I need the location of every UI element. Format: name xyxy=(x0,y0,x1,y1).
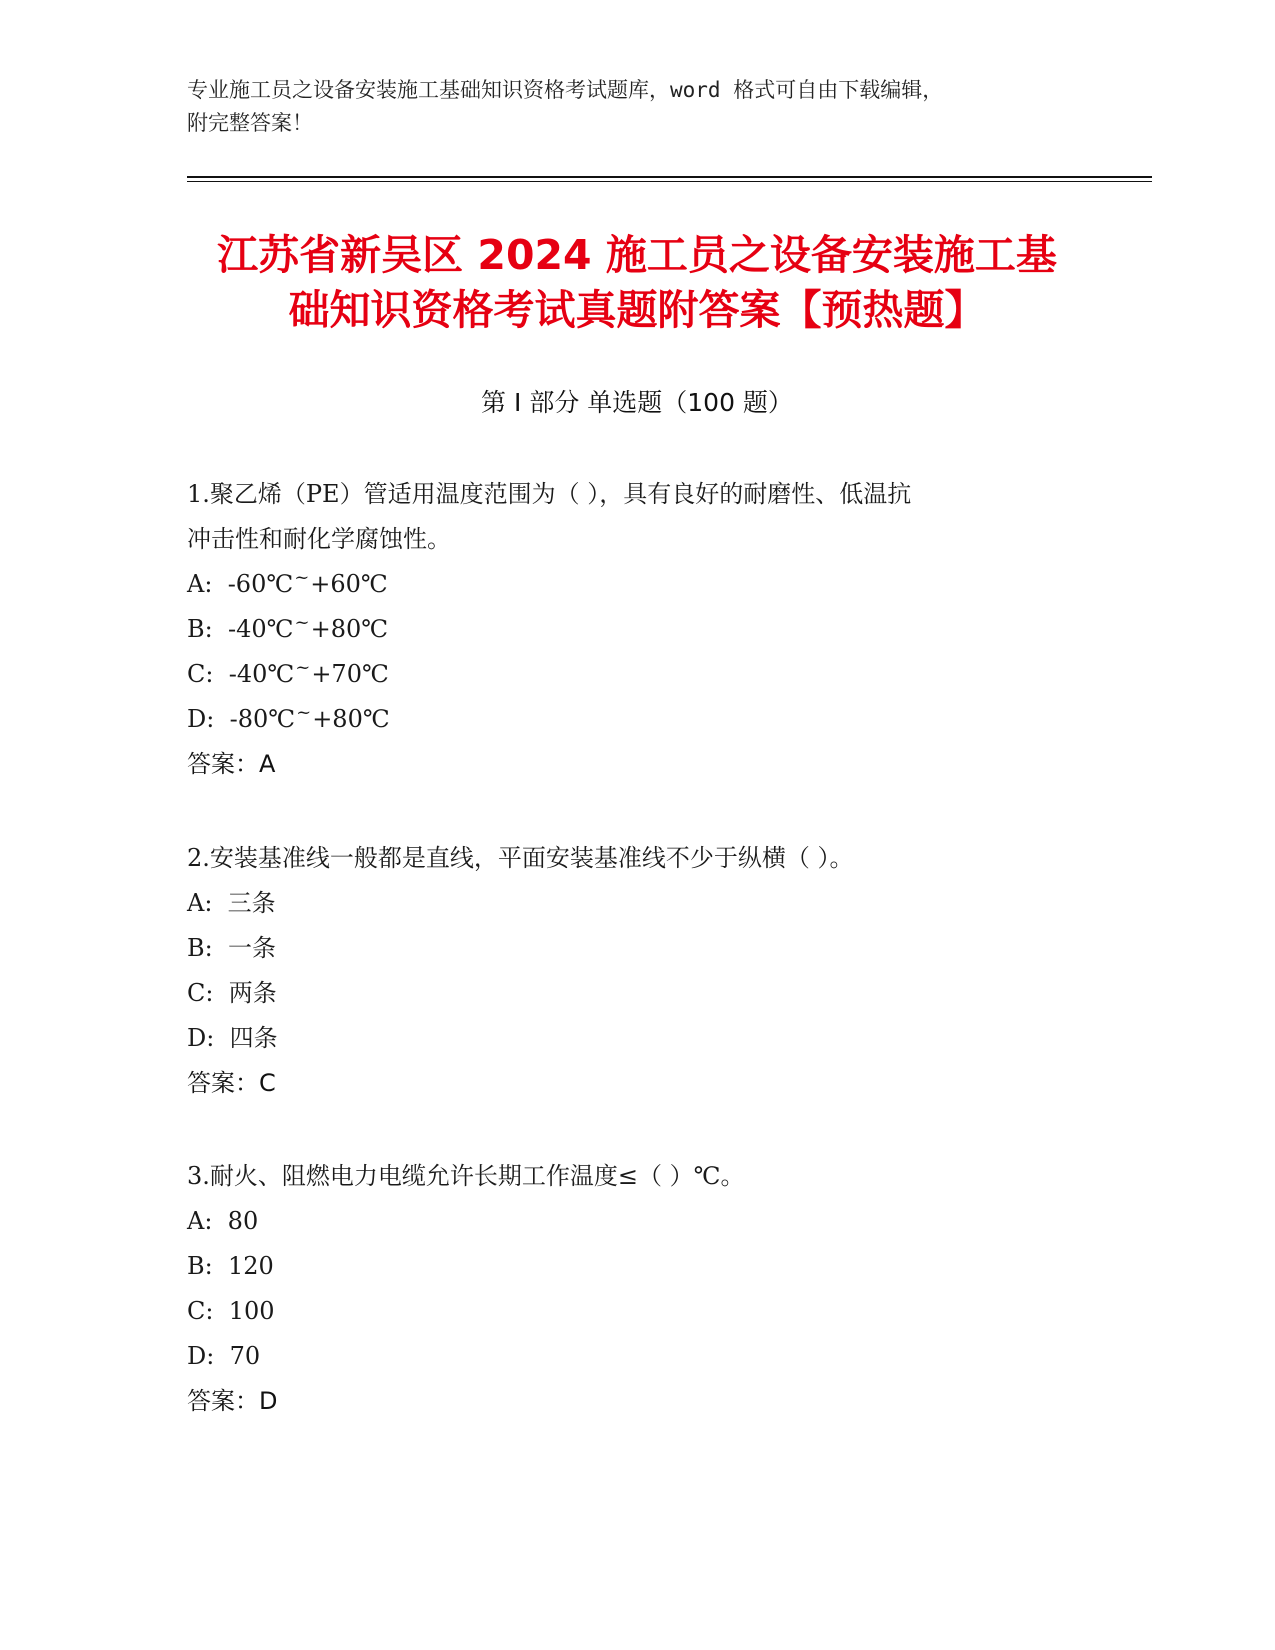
title-line-2: 础知识资格考试真题附答案【预热题】 xyxy=(288,286,986,334)
option-range-low: -60℃ xyxy=(227,570,294,598)
option-range-low: -40℃ xyxy=(228,660,295,688)
document-title xyxy=(187,228,1087,338)
header-divider-thick xyxy=(187,176,1152,178)
option-a xyxy=(187,562,1087,607)
question-stem xyxy=(187,472,1087,562)
tilde-mark: ~ xyxy=(294,567,310,588)
option-d: D: 四条 xyxy=(187,1024,278,1052)
question-3 xyxy=(187,1154,1087,1424)
option-prefix: D: xyxy=(187,705,230,733)
tilde-mark: ~ xyxy=(294,612,310,633)
option-range-high: +80℃ xyxy=(312,705,390,733)
option-range-low: -80℃ xyxy=(229,705,296,733)
option-prefix: C: xyxy=(187,660,229,688)
section-heading: 第 I 部分 单选题（100 题） xyxy=(481,388,793,417)
option-c xyxy=(187,652,1087,697)
tilde-mark: ~ xyxy=(296,702,312,723)
question-stem-line-1: 1.聚乙烯（PE）管适用温度范围为（ ），具有良好的耐磨性、低温抗 xyxy=(187,480,912,508)
option-b: B: 120 xyxy=(187,1252,274,1280)
intro-line-1: 专业施工员之设备安装施工基础知识资格考试题库，word 格式可自由下载编辑， xyxy=(187,78,944,102)
option-prefix: B: xyxy=(187,615,228,643)
question-2 xyxy=(187,836,1087,1106)
option-range-high: +70℃ xyxy=(311,660,389,688)
title-line-1: 江苏省新吴区 2024 施工员之设备安装施工基 xyxy=(217,231,1057,279)
option-c: C: 两条 xyxy=(187,979,277,1007)
question-stem-line-2: 冲击性和耐化学腐蚀性。 xyxy=(187,525,451,553)
option-prefix: A: xyxy=(187,570,228,598)
option-c: C: 100 xyxy=(187,1297,275,1325)
question-stem: 3.耐火、阻燃电力电缆允许长期工作温度≤（ ）℃。 xyxy=(187,1162,745,1190)
answer-text: 答案：D xyxy=(187,1387,278,1415)
intro-text xyxy=(187,74,1087,140)
option-d xyxy=(187,697,1087,742)
question-stem: 2.安装基准线一般都是直线，平面安装基准线不少于纵横（ ）。 xyxy=(187,844,854,872)
option-a: A: 80 xyxy=(187,1207,259,1235)
option-range-high: +60℃ xyxy=(310,570,388,598)
option-d: D: 70 xyxy=(187,1342,261,1370)
answer-text: 答案：C xyxy=(187,1069,276,1097)
option-b xyxy=(187,607,1087,652)
option-range-high: +80℃ xyxy=(310,615,389,643)
option-a: A: 三条 xyxy=(187,889,276,917)
intro-line-2: 附完整答案！ xyxy=(187,111,313,135)
option-range-low: -40℃ xyxy=(227,615,294,643)
question-1 xyxy=(187,472,1087,787)
answer-text: 答案：A xyxy=(187,750,276,778)
option-b: B: 一条 xyxy=(187,934,276,962)
header-divider-thin xyxy=(187,181,1152,182)
tilde-mark: ~ xyxy=(295,657,311,678)
